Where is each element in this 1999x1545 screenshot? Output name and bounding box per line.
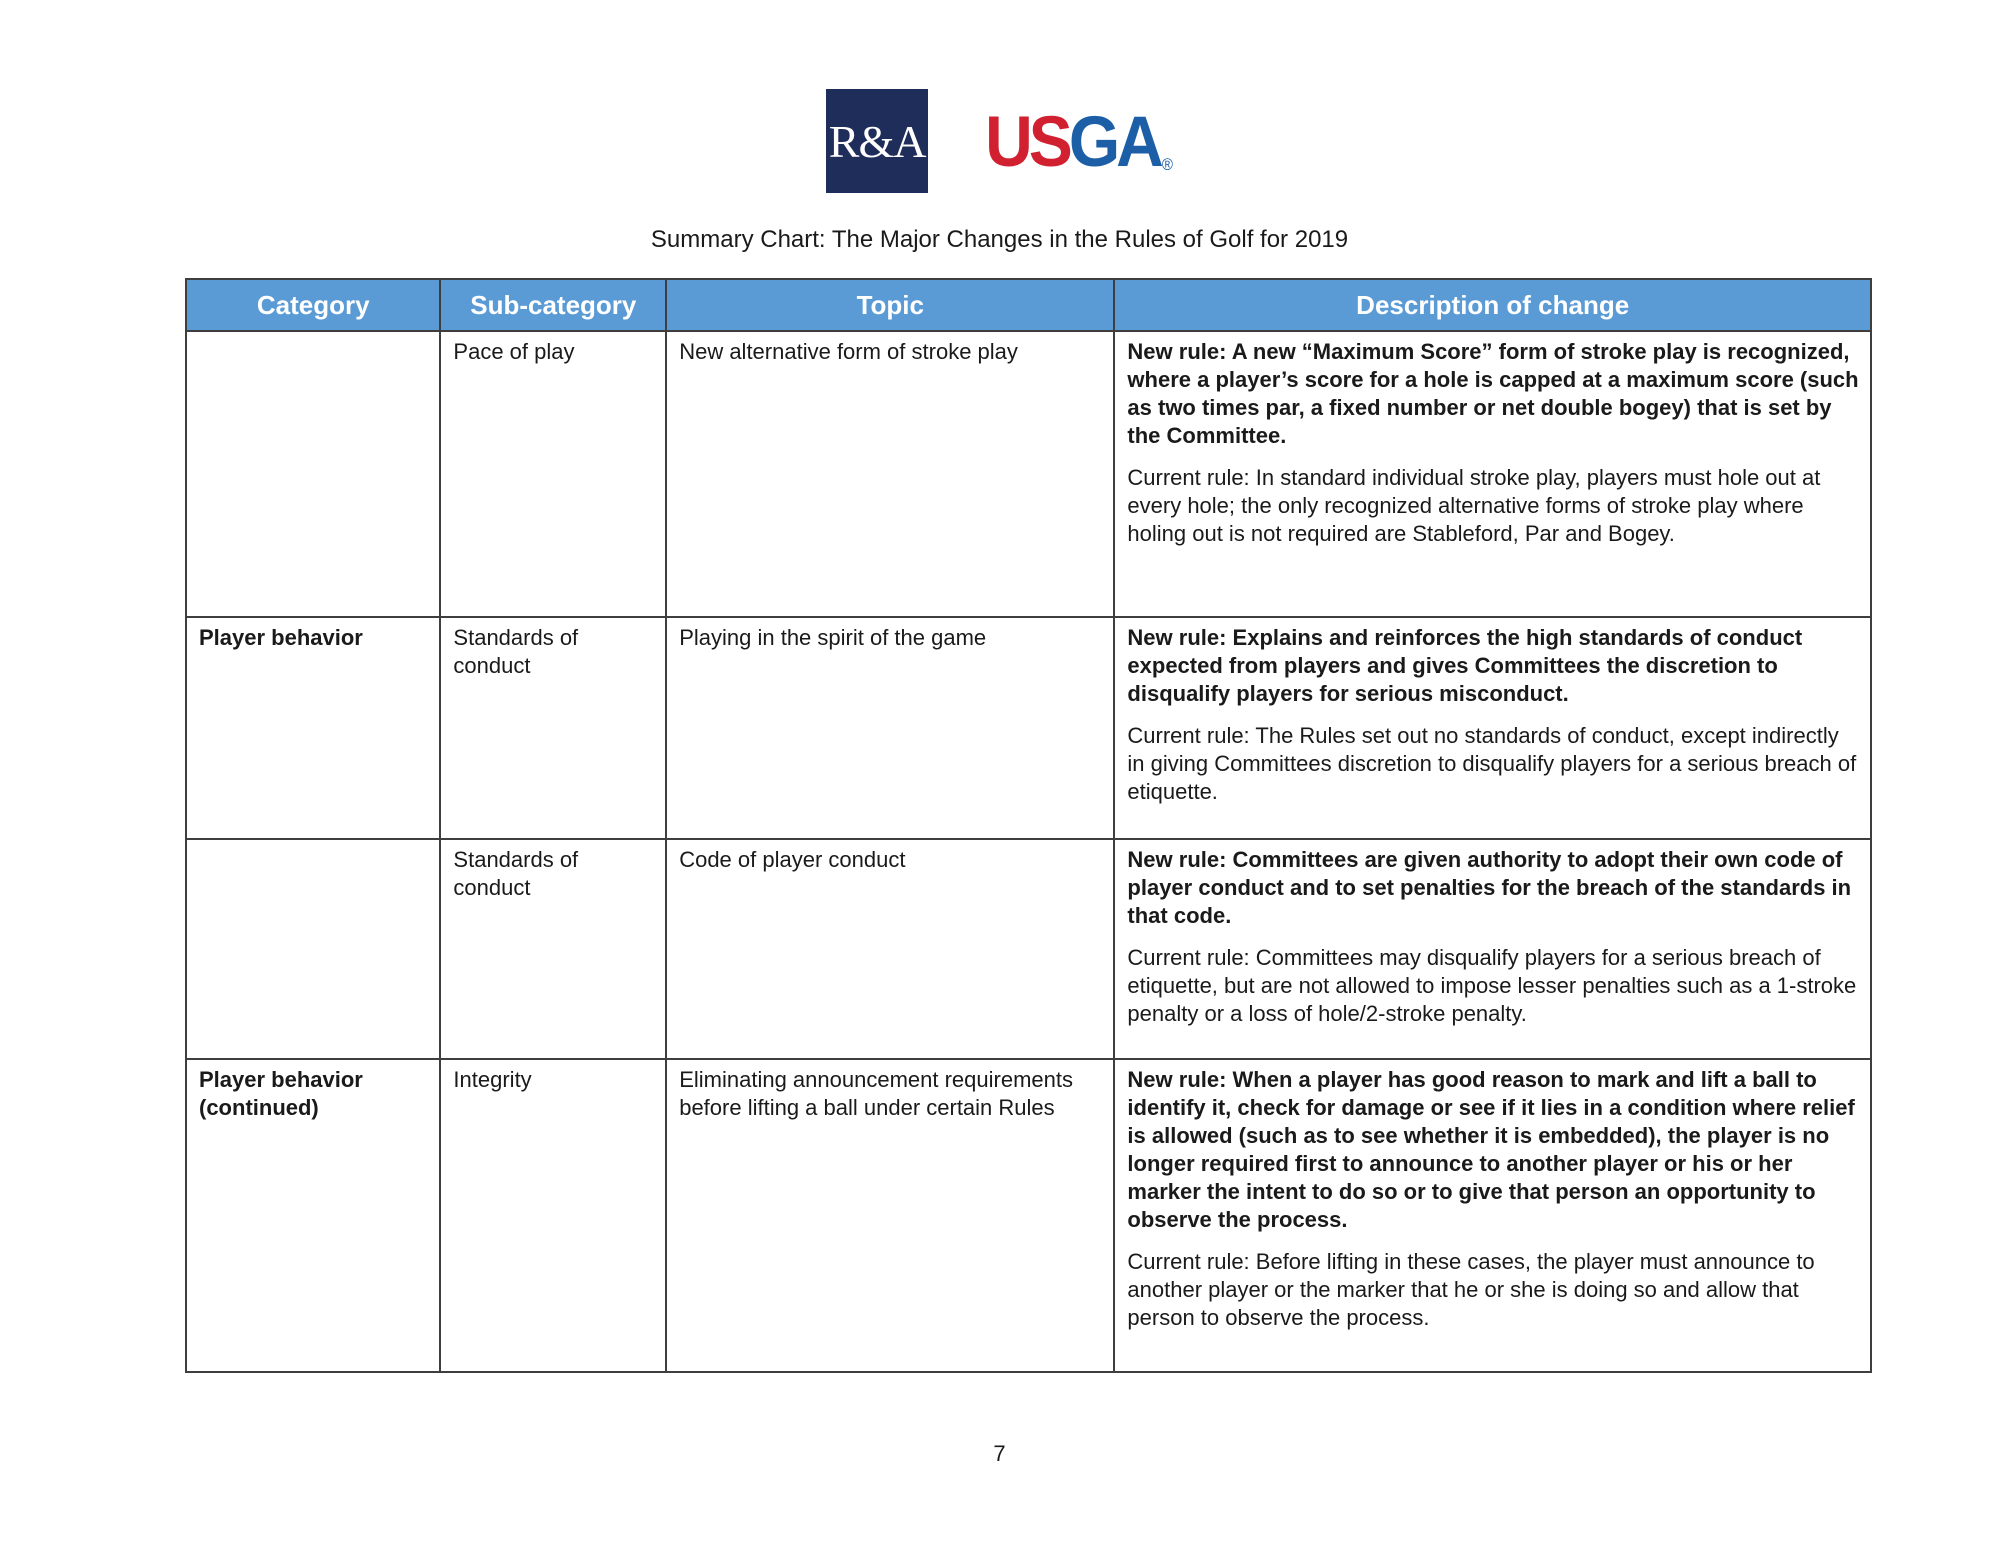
table-row (186, 1059, 1871, 1372)
table-header-row (186, 279, 1871, 331)
logo-row (0, 0, 1999, 194)
cell-category (186, 839, 440, 1059)
cell-description (1114, 839, 1871, 1059)
cell-sub-category: Standards of conduct (440, 617, 666, 839)
ra-logo (826, 89, 928, 193)
cell-description (1114, 617, 1871, 839)
table-body (186, 331, 1871, 1372)
table-row (186, 839, 1871, 1059)
rules-changes-table (185, 278, 1872, 1373)
cell-category (186, 331, 440, 617)
usga-logo-ga: GA (1068, 101, 1160, 181)
cell-category: Player behavior (186, 617, 440, 839)
column-header-category: Category (186, 279, 440, 331)
current-rule-text: Current rule: In standard individual stroke play, players must hole out at every hole; the only recognized alternative forms of stroke play where holing out is not required are Stableford, Par and Bogey. (1127, 465, 1821, 546)
usga-logo (985, 101, 1173, 181)
current-rule-text: Current rule: Committees may disqualify players for a serious breach of etiquette, but are not allowed to impose lesser penalties such as a 1-stroke penalty or a loss of hole/2-stroke penalty. (1127, 945, 1857, 1026)
cell-sub-category: Integrity (440, 1059, 666, 1372)
page-title: Summary Chart: The Major Changes in the Rules of Golf for 2019 (650, 226, 1349, 253)
table-header (186, 279, 1871, 331)
cell-topic: Eliminating announcement requirements before lifting a ball under certain Rules (666, 1059, 1114, 1372)
column-header-description: Description of change (1114, 279, 1871, 331)
cell-topic: Playing in the spirit of the game (666, 617, 1114, 839)
registered-mark-icon: ® (1161, 156, 1173, 175)
cell-description (1114, 331, 1871, 617)
usga-logo-us: US (985, 101, 1069, 181)
ra-logo-text: R&A (828, 115, 926, 167)
table-row (186, 331, 1871, 617)
cell-category: Player behavior (continued) (186, 1059, 440, 1372)
new-rule-text: New rule: When a player has good reason to mark and lift a ball to identify it, check for damage or see if it lies in a condition where relief is allowed (such as to see whether it is embedded), the player is no longer required first to announce to another player or his or her marker the intent to do so or to give that person an opportunity to observe the process. (1127, 1067, 1855, 1232)
cell-topic: Code of player conduct (666, 839, 1114, 1059)
cell-topic: New alternative form of stroke play (666, 331, 1114, 617)
current-rule-text: Current rule: The Rules set out no standards of conduct, except indirectly in giving Committees discretion to disqualify players for a serious breach of etiquette. (1127, 723, 1857, 804)
new-rule-text: New rule: A new “Maximum Score” form of stroke play is recognized, where a player’s score for a hole is capped at a maximum score (such as two times par, a fixed number or net double bogey) that is set by the Committee. (1127, 339, 1859, 448)
table-row (186, 617, 1871, 839)
cell-sub-category: Pace of play (440, 331, 666, 617)
cell-sub-category: Standards of conduct (440, 839, 666, 1059)
new-rule-text: New rule: Explains and reinforces the high standards of conduct expected from players and gives Committees the discretion to disqualify players for serious misconduct. (1127, 625, 1803, 706)
page-number: 7 (993, 1441, 1006, 1466)
new-rule-text: New rule: Committees are given authority to adopt their own code of player conduct and to set penalties for the breach of the standards in that code. (1127, 847, 1852, 928)
current-rule-text: Current rule: Before lifting in these cases, the player must announce to another player or the marker that he or she is doing so and allow that person to observe the process. (1127, 1249, 1815, 1330)
column-header-topic: Topic (666, 279, 1114, 331)
cell-description (1114, 1059, 1871, 1372)
column-header-sub-category: Sub-category (440, 279, 666, 331)
